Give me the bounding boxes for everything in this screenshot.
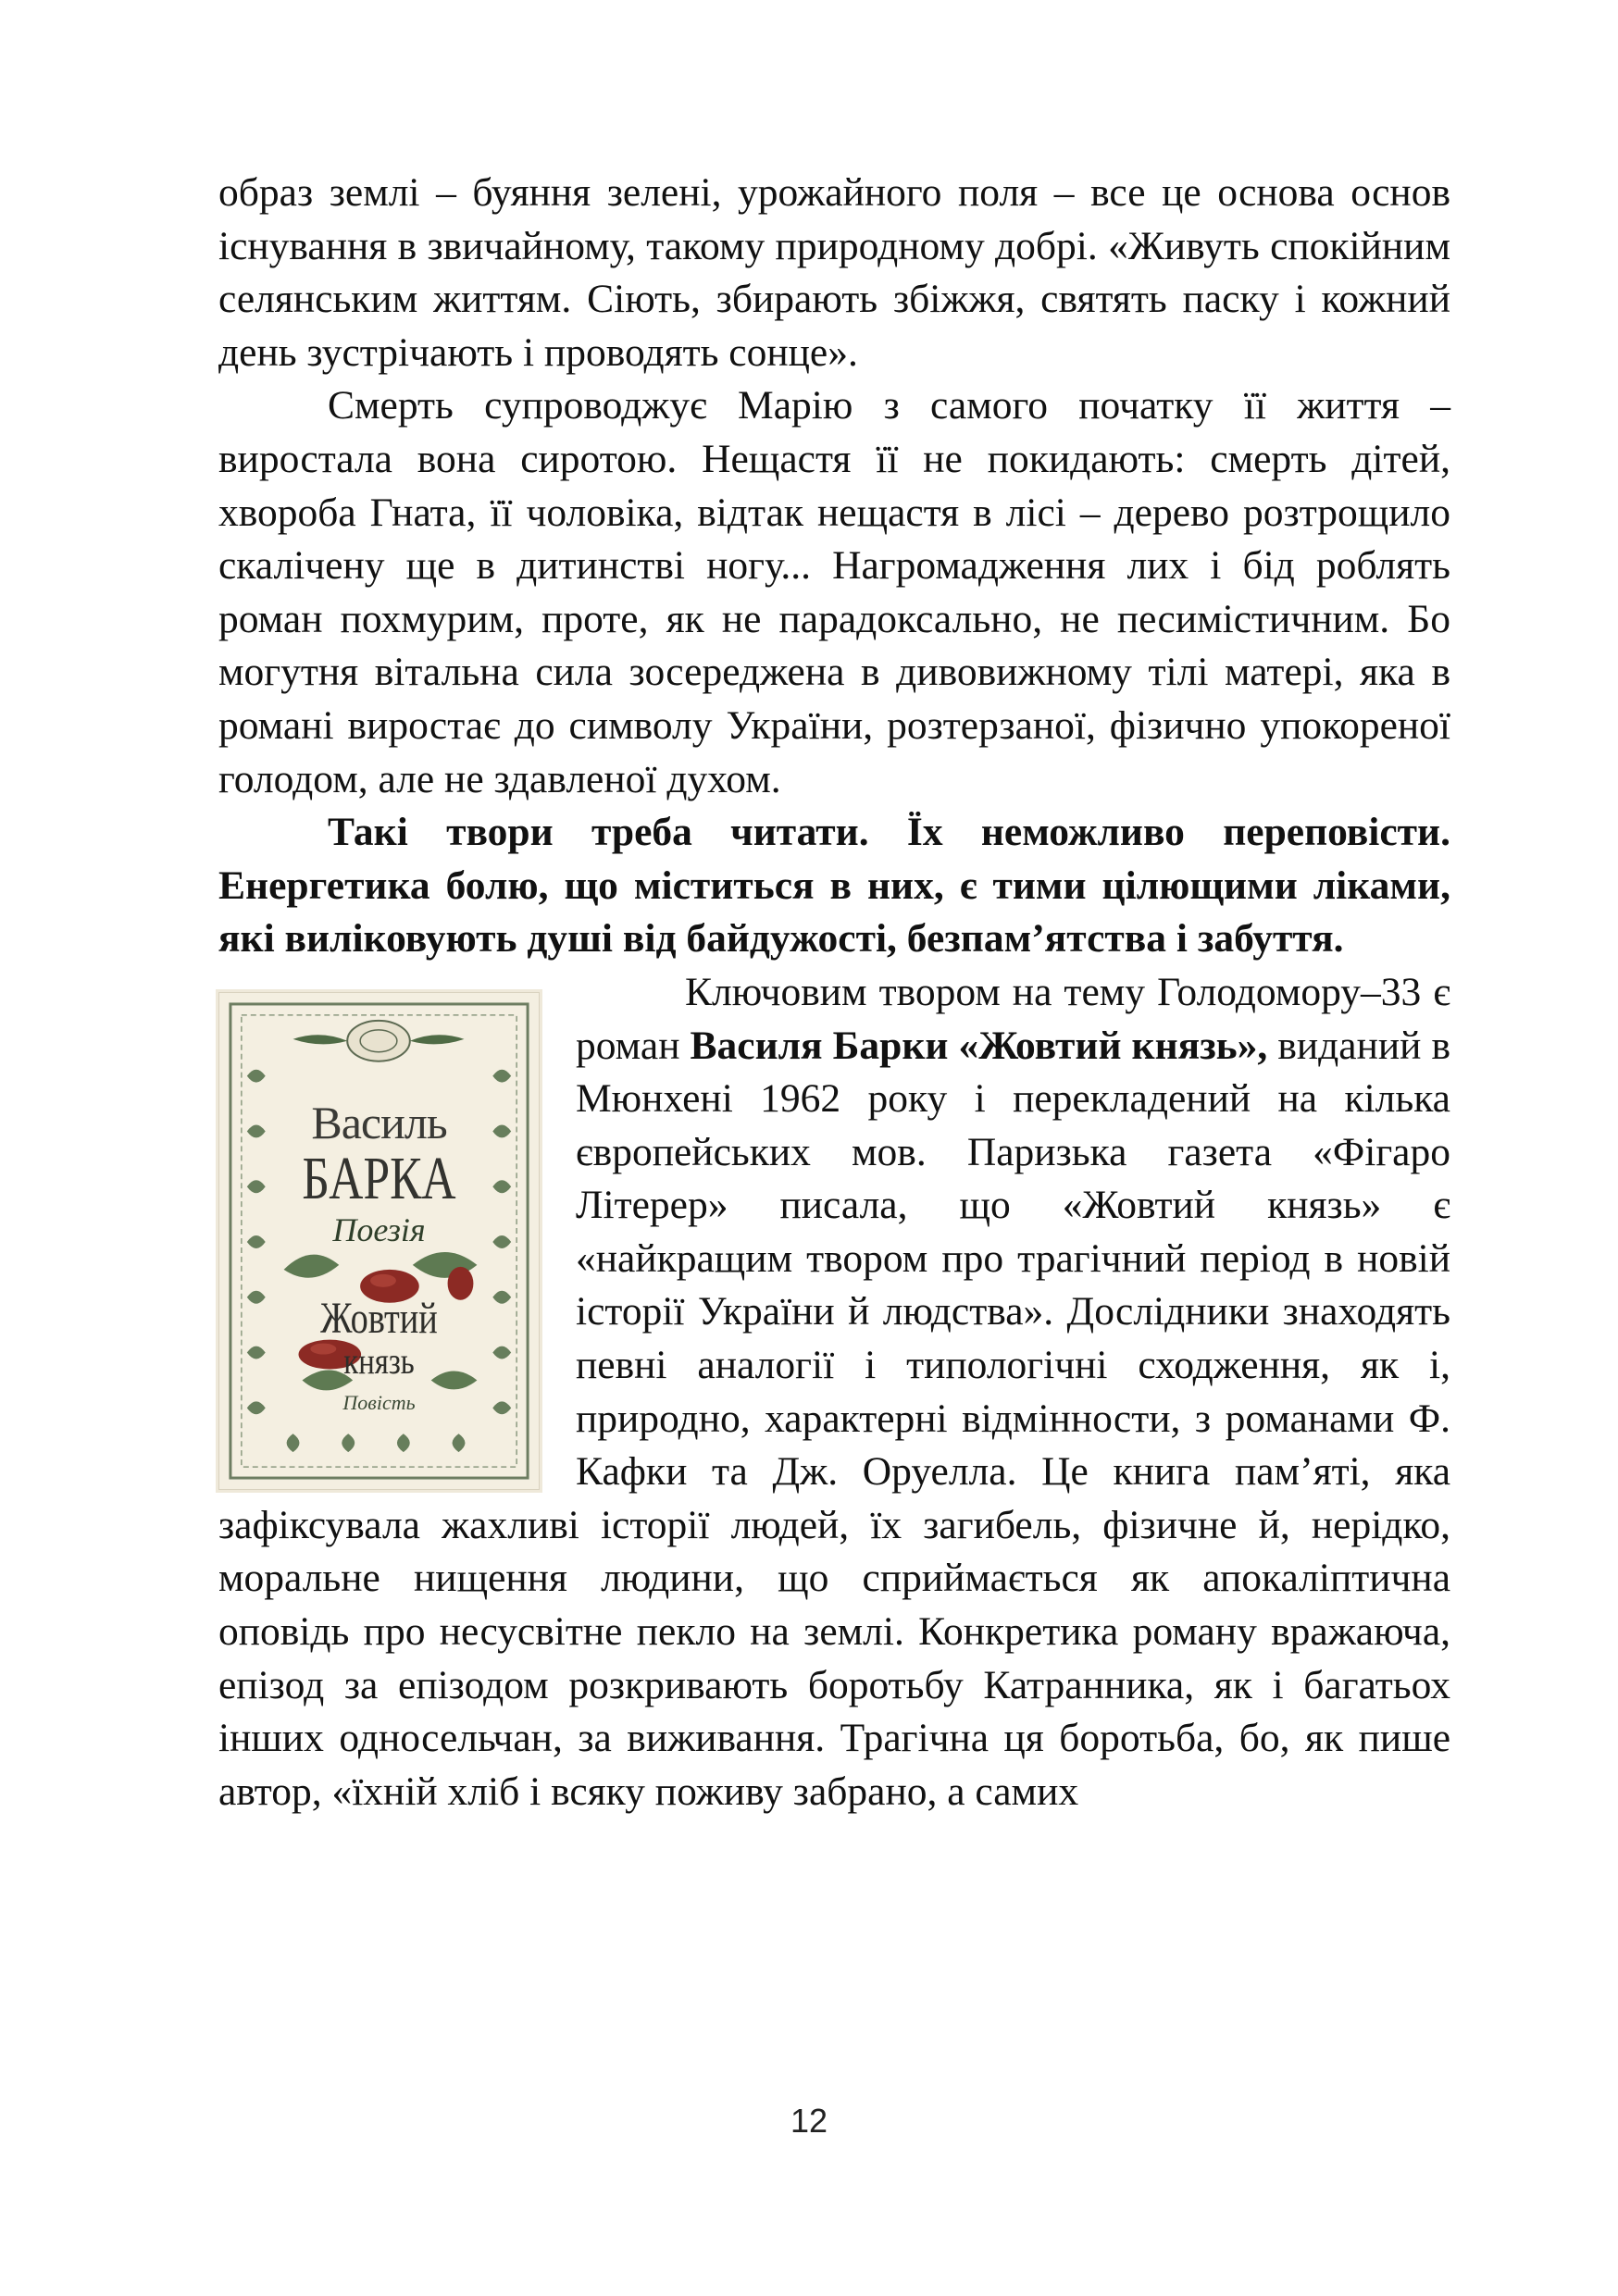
cover-genre-label: Повість [342,1390,416,1414]
book-cover-image [218,992,540,1490]
cover-title-line-2: князь [343,1339,415,1382]
page-body [218,167,1450,1818]
cover-author-surname: БАРКА [302,1144,456,1212]
book-title-emphasis: Василя Барки «Жовтий князь», [690,1023,1268,1068]
paragraph-1: образ землі – буяння зелені, урожайного поля – все це основа основ існування в звичайному, такому природному добрі. «Живуть спокійним селянським життям. Сіють, збирають збіжжя, святять паску і кожний день зустрічають і проводять сонце». [218,170,1450,375]
paragraph-4-rest: виданий в Мюнхені 1962 року і перекладений на кілька європейських мов. Паризька газета «Фігаро Літерер» писала, що «Жовтий князь» є «найкращим твором про трагічний період в новій історії України й людства». Дослідники знаходять певні аналогії і типологічні сходження, як і, природно, характерні відмінности, з романами Ф. Кафки та Дж. Оруелла. Це книга пам’яті, яка зафіксувала жахливі історії людей, їх загибель, фізичне й, нерідко, моральне нищення людини, що сприймається як апокаліптична оповідь про несусвітне пекло на землі. Конкретика роману вражаюча, епізод за епізодом розкривають боротьбу Катранника, як і багатьох інших односельчан, за виживання. Трагічна ця боротьба, бо, як пише автор, «їхній хліб і всяку поживу забрано, а самих [218,1023,1450,1814]
cover-author-first-name: Василь [311,1096,447,1148]
paragraph-2: Смерть супроводжує Марію з самого початку її життя – виростала вона сиротою. Нещастя її не покидають: смерть дітей, хвороба Гната, її чоловіка, відтак нещастя в лісі – дерево розтрощило скалічену ще в дитинстві ногу... Нагромадження лих і бід роблять роман похмурим, проте, як не парадоксально, не песимістичним. Бо могутня вітальна сила зосереджена в дивовижному тілі матері, яка в романі виростає до символу України, розтерзаної, фізично упокореної голодом, але не здавленої духом. [218,383,1450,801]
cover-title-line-1: Жовтий [320,1293,438,1343]
cover-series-label: Поезія [332,1210,426,1248]
page-number: 12 [790,2102,828,2140]
paragraph-3-emphasis: Такі твори треба читати. Їх неможливо переповісти. Енергетика болю, що міститься в них, є тими цілющими ліками, які виліковують душі від байдужості, безпам’ятства і забуття. [218,810,1450,962]
paragraph-4-start: Ключовим твором на тему Голодомору–33 є роман [576,969,1450,1068]
